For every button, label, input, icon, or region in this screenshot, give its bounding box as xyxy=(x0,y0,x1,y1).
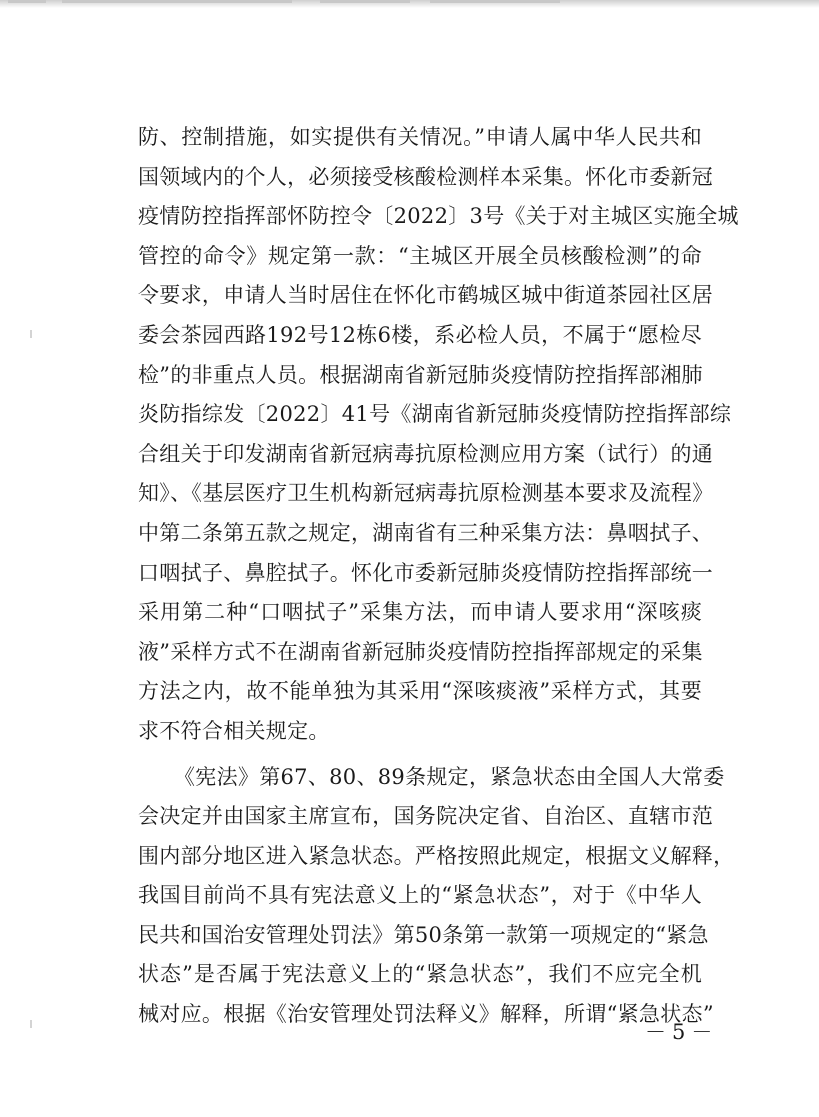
text-line: 中第二条第五款之规定，湖南省有三种采集方法：鼻咽拭子、 xyxy=(138,520,714,545)
paragraph xyxy=(138,118,739,752)
text-line: 防、控制措施，如实提供有关情况。”申请人属中华人民共和 xyxy=(138,125,702,149)
text-line: 检”的非重点人员。根据湖南省新冠肺炎疫情防控指挥部湘肺 xyxy=(138,362,703,387)
text-line: 炎防指综发〔2022〕41号《湖南省新冠肺炎疫情防控指挥部综 xyxy=(138,402,732,427)
document-body xyxy=(138,118,739,1035)
text-line: 合组关于印发湖南省新冠病毒抗原检测应用方案（试行）的通 xyxy=(138,441,714,466)
text-line: 我国目前尚不具有宪法意义上的“紧急状态”，对于《中华人 xyxy=(138,883,702,908)
text-line: 液”采样方式不在湖南省新冠肺炎疫情防控指挥部规定的采集 xyxy=(138,639,703,664)
scan-speck xyxy=(30,330,32,338)
text-line: 采用第二种“口咽拭子”采集方法，而申请人要求用“深咳痰 xyxy=(138,600,702,625)
text-line: 械对应。根据《治安管理处罚法释义》解释，所谓“紧急状态” xyxy=(138,1002,714,1027)
text-line: 状态”是否属于宪法意义上的“紧急状态”，我们不应完全机 xyxy=(138,962,702,987)
text-line: 《宪法》第67、80、89条规定，紧急状态由全国人大常委 xyxy=(174,764,725,789)
text-line: 知》、《基层医疗卫生机构新冠病毒抗原检测基本要求及流程》 xyxy=(138,481,714,506)
text-line: 疫情防控指挥部怀防控令〔2022〕3号《关于对主城区实施全城 xyxy=(138,204,739,229)
scan-artifact xyxy=(320,0,410,3)
text-line: 口咽拭子、鼻腔拭子。怀化市委新冠肺炎疫情防控指挥部统一 xyxy=(138,560,714,585)
text-line: 会决定并由国家主席宣布，国务院决定省、自治区、直辖市范 xyxy=(138,804,714,829)
scan-artifact xyxy=(62,0,292,3)
text-line: 委会茶园西路192号12栋6楼，系必检人员，不属于“愿检尽 xyxy=(138,322,702,347)
text-line: 民共和国治安管理处罚法》第50条第一款第一项规定的“紧急 xyxy=(138,922,709,947)
text-line: 围内部分地区进入紧急状态。严格按照此规定，根据文义解释， xyxy=(138,843,735,868)
text-line: 令要求，申请人当时居住在怀化市鹤城区城中街道茶园社区居 xyxy=(138,283,714,308)
text-line: 管控的命令》规定第一款：“主城区开展全员核酸检测”的命 xyxy=(138,243,702,268)
page-number: －5－ xyxy=(645,1020,719,1044)
scan-speck xyxy=(30,1020,32,1028)
scan-artifact xyxy=(8,0,46,3)
text-line: 国领域内的个人，必须接受核酸检测样本采集。怀化市委新冠 xyxy=(138,164,714,189)
scan-artifact xyxy=(430,0,560,3)
paragraph xyxy=(138,758,735,1035)
text-line: 求不符合相关规定。 xyxy=(138,718,330,743)
text-line: 方法之内，故不能单独为其采用“深咳痰液”采样方式，其要 xyxy=(138,679,702,704)
